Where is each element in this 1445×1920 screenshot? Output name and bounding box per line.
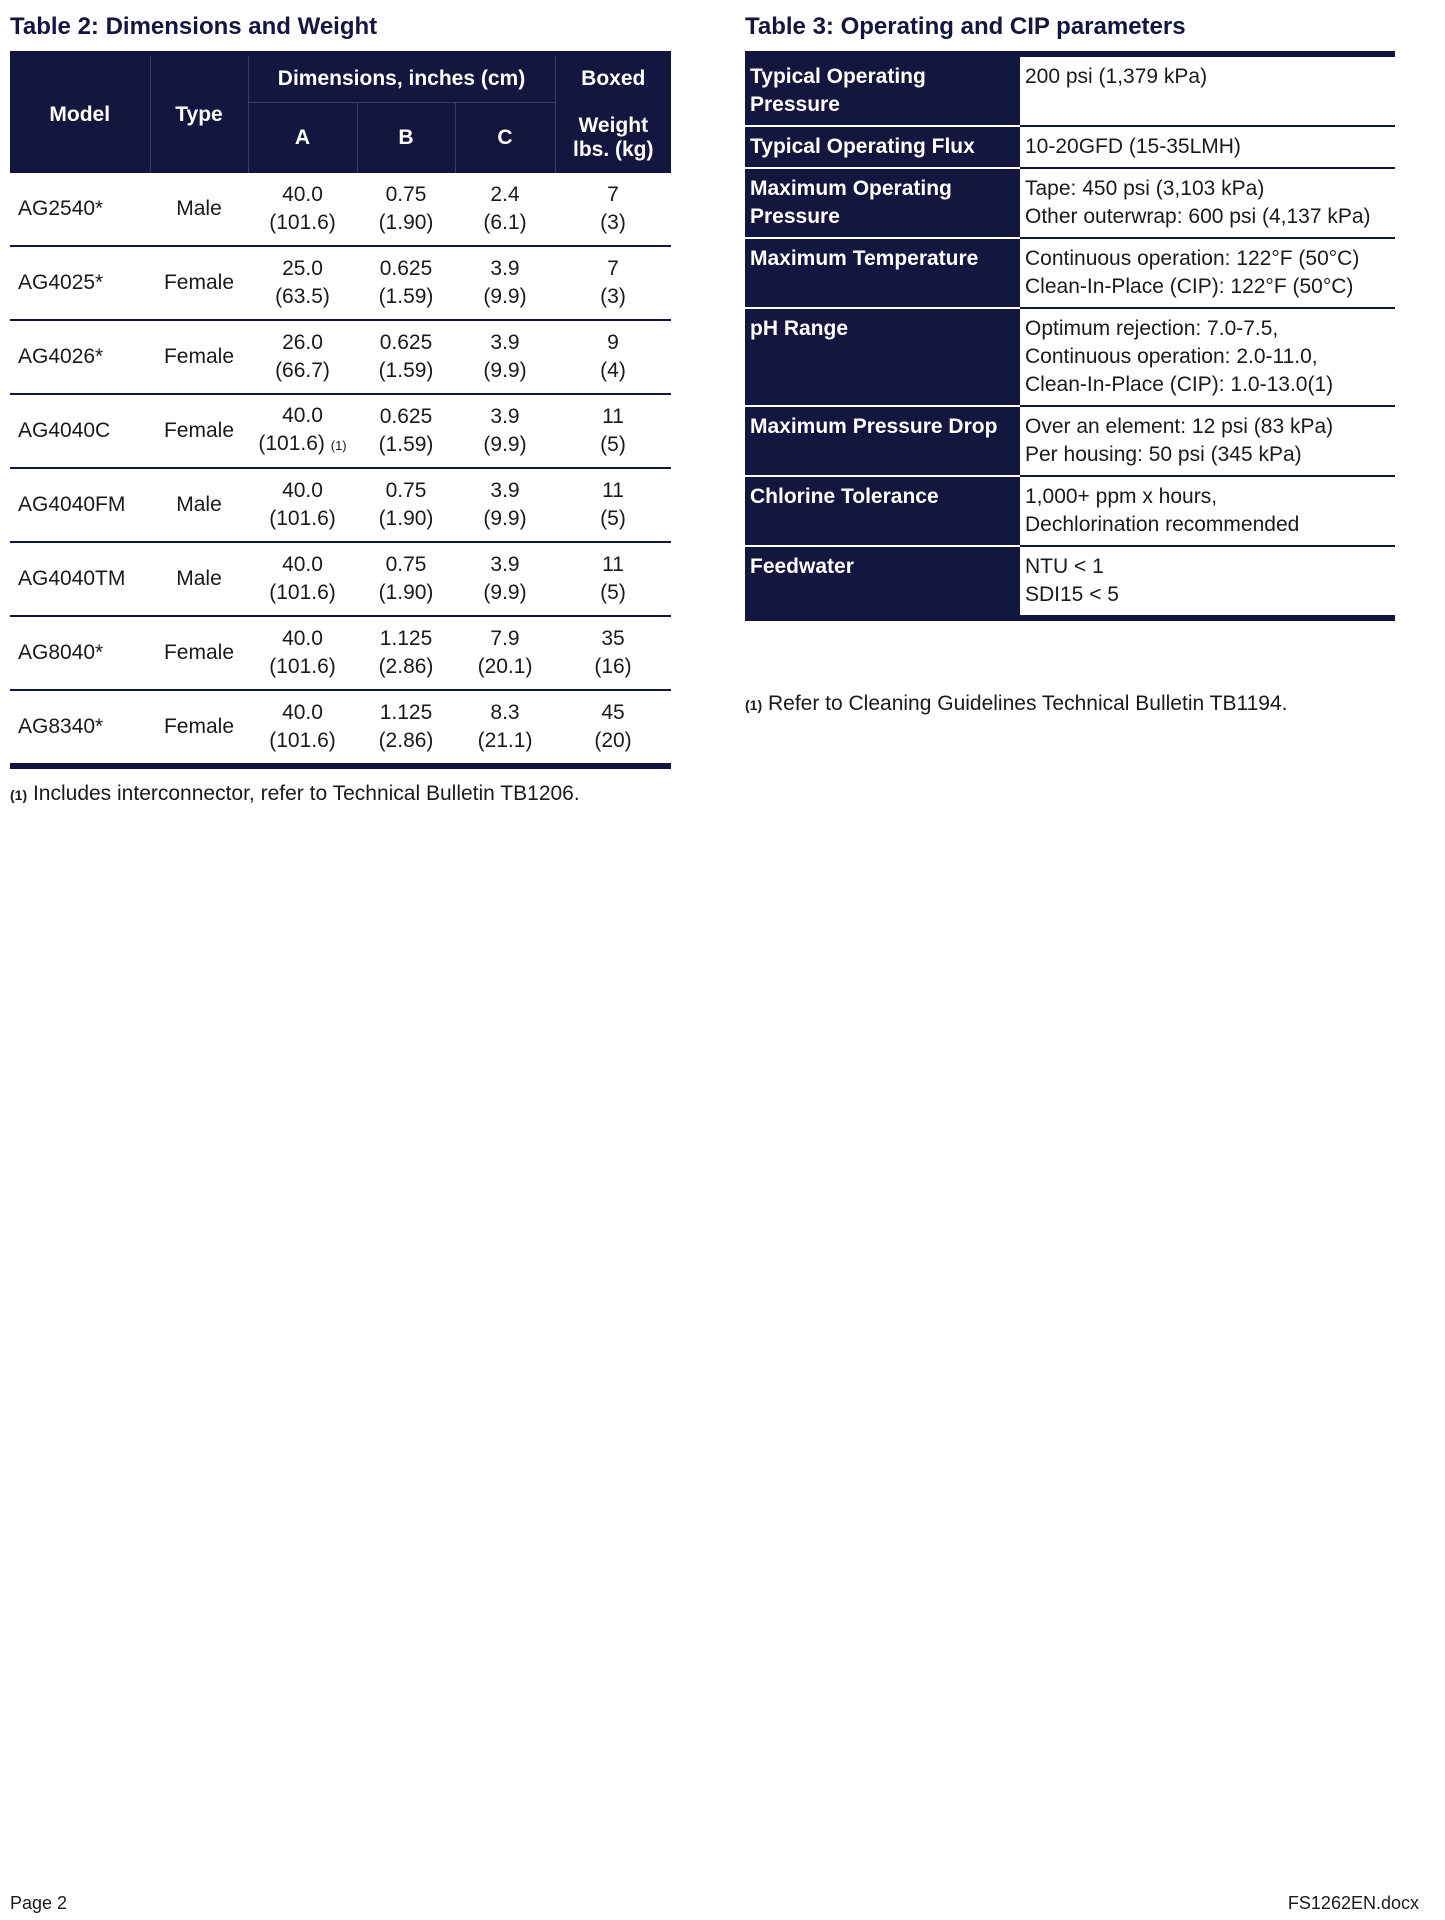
value-cm: (3)	[600, 211, 626, 234]
header-boxed: Boxed	[555, 54, 671, 103]
table3-footnote	[745, 692, 1287, 716]
cell-type: Male	[150, 468, 248, 542]
value-cm: (1.90)	[378, 507, 434, 530]
parameter-value	[1020, 168, 1395, 238]
value-in: 11	[602, 479, 624, 502]
cell-b	[357, 616, 455, 690]
cell-model: AG4040TM	[10, 542, 150, 616]
value-metric	[248, 430, 357, 460]
table-row	[10, 320, 671, 394]
cell-a	[248, 542, 357, 616]
value-metric	[455, 209, 555, 237]
parameter-value-line: Tape: 450 psi (3,103 kPa)	[1025, 177, 1265, 200]
value-in: 40.0	[282, 627, 323, 650]
value-metric	[455, 727, 555, 755]
parameter-value-line: Continuous operation: 122°F (50°C)	[1025, 247, 1360, 270]
value-in: 40.0	[282, 701, 323, 724]
value-metric	[555, 283, 671, 311]
value-cm: (2.86)	[378, 655, 434, 678]
parameter-value	[1020, 54, 1395, 126]
value-metric	[357, 579, 455, 607]
parameter-value-line: Per housing: 50 psi (345 kPa)	[1025, 443, 1302, 466]
value-cm: (101.6)	[269, 581, 336, 604]
value-in: 0.75	[385, 183, 427, 206]
parameter-value-line: Dechlorination recommended	[1025, 513, 1300, 536]
cell-a	[248, 468, 357, 542]
cell-c	[455, 246, 555, 320]
cell-type: Female	[163, 715, 235, 738]
parameter-row	[745, 476, 1395, 546]
header-b: B	[357, 103, 455, 174]
value-in: 3.9	[490, 331, 520, 354]
parameter-row	[745, 546, 1395, 618]
value-cm: (9.9)	[483, 581, 527, 604]
value-metric	[455, 579, 555, 607]
header-dimensions: Dimensions, inches (cm)	[248, 54, 555, 103]
cell-model: AG2540*	[10, 173, 150, 246]
table3-title: Table 3: Operating and CIP parameters	[745, 13, 1186, 40]
parameter-label: Maximum Operating Pressure	[745, 168, 1020, 238]
parameter-row	[745, 308, 1395, 406]
parameter-value	[1020, 406, 1395, 476]
parameter-value	[1020, 308, 1395, 406]
parameter-label: Maximum Temperature	[745, 238, 1020, 308]
parameter-label: pH Range	[745, 308, 1020, 406]
parameter-value-line: Optimum rejection: 7.0-7.5,	[1025, 317, 1279, 340]
value-cm: (1.59)	[378, 359, 434, 382]
cell-a	[248, 690, 357, 766]
value-in: 40.0	[282, 479, 323, 502]
parameter-label: Typical Operating Flux	[745, 126, 1020, 168]
value-in: 0.75	[385, 479, 427, 502]
value-in: 26.0	[282, 331, 323, 354]
value-metric	[555, 727, 671, 755]
table-row	[10, 173, 671, 246]
value-in: 11	[602, 553, 624, 576]
value-in: 9	[607, 331, 619, 354]
value-cm: (1.59)	[378, 285, 434, 308]
value-in: 45	[601, 701, 625, 724]
value-cm: (101.6)	[269, 211, 336, 234]
header-weight	[555, 103, 671, 174]
value-metric	[555, 653, 671, 681]
value-cm: (4)	[600, 359, 626, 382]
value-cm: (5)	[600, 507, 626, 530]
value-cm: (63.5)	[275, 285, 330, 308]
cell-model: AG4040FM	[10, 468, 150, 542]
cell-model: AG4040C	[10, 394, 150, 468]
value-metric	[455, 283, 555, 311]
parameter-value-line: Over an element: 12 psi (83 kPa)	[1025, 415, 1334, 438]
table2-footnote-mark: (1)	[10, 787, 28, 803]
cell-b	[357, 394, 455, 468]
value-in: 35	[601, 627, 625, 650]
value-in: 0.625	[379, 405, 433, 428]
value-in: 25.0	[282, 257, 323, 280]
cell-c	[455, 320, 555, 394]
header-model: Model	[10, 54, 150, 174]
header-weight-line2: lbs. (kg)	[573, 137, 654, 161]
value-in: 11	[602, 405, 624, 428]
table-row	[10, 468, 671, 542]
value-metric	[555, 579, 671, 607]
value-metric	[357, 653, 455, 681]
cell-weight	[555, 690, 671, 766]
dimensions-weight-table	[10, 51, 671, 769]
value-in: 1.125	[379, 701, 433, 724]
parameter-value	[1020, 546, 1395, 618]
value-cm: (9.9)	[483, 433, 527, 456]
value-cm: (9.9)	[483, 507, 527, 530]
cell-type: Female	[150, 394, 248, 468]
cell-c	[455, 690, 555, 766]
parameter-row	[745, 126, 1395, 168]
value-cm: (1.59)	[378, 433, 434, 456]
cell-a	[248, 616, 357, 690]
cell-model: AG4026*	[10, 320, 150, 394]
table3-footnote-mark: (1)	[745, 697, 763, 713]
cell-weight	[555, 320, 671, 394]
cell-weight	[555, 468, 671, 542]
value-metric	[357, 431, 455, 459]
value-in: 3.9	[490, 405, 520, 428]
value-in: 3.9	[490, 479, 520, 502]
value-in: 7	[607, 257, 619, 280]
value-metric	[248, 283, 357, 311]
value-in: 7.9	[490, 627, 520, 650]
value-cm: (2.86)	[378, 729, 434, 752]
value-cm: (21.1)	[477, 729, 533, 752]
parameter-value-line: NTU < 1	[1025, 555, 1104, 578]
value-metric	[248, 357, 357, 385]
value-in: 1.125	[379, 627, 433, 650]
value-metric	[455, 505, 555, 533]
value-cm: (101.6)	[269, 655, 336, 678]
parameter-value-line: Clean-In-Place (CIP): 122°F (50°C)	[1025, 275, 1354, 298]
table-row	[10, 246, 671, 320]
parameter-row	[745, 406, 1395, 476]
parameter-value-line: Continuous operation: 2.0-11.0,	[1025, 345, 1318, 368]
value-cm: (66.7)	[275, 359, 330, 382]
parameter-value-line: Clean-In-Place (CIP): 1.0-13.0(1)	[1025, 373, 1334, 396]
value-in: 2.4	[490, 183, 520, 206]
value-metric	[248, 727, 357, 755]
value-metric	[248, 653, 357, 681]
cell-weight	[555, 616, 671, 690]
value-cm: (5)	[600, 581, 626, 604]
parameter-value	[1020, 476, 1395, 546]
value-cm: (3)	[600, 285, 626, 308]
cell-b	[357, 542, 455, 616]
table-row	[10, 690, 671, 766]
value-metric	[555, 357, 671, 385]
parameter-label: Maximum Pressure Drop	[745, 406, 1020, 476]
value-in: 0.625	[379, 257, 433, 280]
cell-c	[455, 468, 555, 542]
header-c: C	[455, 103, 555, 174]
table-row	[10, 542, 671, 616]
value-in: 0.75	[385, 553, 427, 576]
value-in: 7	[607, 183, 619, 206]
parameter-value-line: SDI15 < 5	[1025, 583, 1119, 606]
value-in: 40.0	[282, 183, 323, 206]
value-cm: (1.90)	[378, 581, 434, 604]
cell-type: Female	[150, 616, 248, 690]
document-name: FS1262EN.docx	[1287, 1893, 1419, 1913]
value-metric	[555, 431, 671, 459]
header-weight-line1: Weight	[578, 113, 649, 137]
table2-footnote-text: Includes interconnector, refer to Technical Bulletin TB1206.	[32, 782, 580, 805]
table3-footnote-text: Refer to Cleaning Guidelines Technical Bulletin TB1194.	[767, 692, 1288, 715]
page-number: Page 2	[10, 1893, 68, 1913]
cell-b	[357, 173, 455, 246]
value-in: 8.3	[490, 701, 520, 724]
value-metric	[555, 505, 671, 533]
parameter-value-line: 1,000+ ppm x hours,	[1025, 485, 1218, 508]
cell-b	[357, 468, 455, 542]
cell-c	[455, 173, 555, 246]
table2-title: Table 2: Dimensions and Weight	[10, 13, 378, 40]
header-a: A	[248, 103, 357, 174]
value-metric	[248, 209, 357, 237]
cell-b	[357, 320, 455, 394]
cell-type: Male	[150, 542, 248, 616]
cell-type: Female	[150, 320, 248, 394]
value-cm: (101.6)	[269, 507, 336, 530]
value-metric	[357, 209, 455, 237]
parameter-row	[745, 168, 1395, 238]
cell-c	[455, 616, 555, 690]
parameter-label: Chlorine Tolerance	[745, 476, 1020, 546]
cell-a	[248, 173, 357, 246]
cell-c	[455, 542, 555, 616]
value-cm: (16)	[594, 655, 632, 678]
value-metric	[357, 727, 455, 755]
operating-cip-table	[745, 51, 1395, 621]
parameter-row	[745, 54, 1395, 126]
value-cm: (20.1)	[477, 655, 533, 678]
value-cm: (9.9)	[483, 285, 527, 308]
parameter-row	[745, 238, 1395, 308]
cell-c	[455, 394, 555, 468]
table-row	[10, 616, 671, 690]
cell-weight	[555, 542, 671, 616]
value-cm: (101.6)	[269, 729, 336, 752]
parameter-value-line: 10-20GFD (15-35LMH)	[1025, 135, 1241, 158]
cell-a	[248, 320, 357, 394]
cell-a	[248, 394, 357, 468]
parameter-value-line: Other outerwrap: 600 psi (4,137 kPa)	[1025, 205, 1371, 228]
value-metric	[357, 505, 455, 533]
parameter-value	[1020, 238, 1395, 308]
parameter-label: Typical Operating Pressure	[745, 54, 1020, 126]
footnote-ref: (1)	[330, 438, 347, 453]
parameter-value	[1020, 126, 1395, 168]
header-type: Type	[150, 54, 248, 174]
cell-model: AG8340*	[18, 715, 104, 738]
cell-b	[357, 690, 455, 766]
cell-type: Male	[150, 173, 248, 246]
table-row	[10, 394, 671, 468]
value-cm: (6.1)	[483, 211, 527, 234]
value-in: 40.0	[282, 553, 323, 576]
value-metric	[455, 357, 555, 385]
value-metric	[455, 431, 555, 459]
value-metric	[357, 357, 455, 385]
value-in: 40.0	[282, 404, 323, 427]
cell-model: AG4025*	[10, 246, 150, 320]
cell-b	[357, 246, 455, 320]
cell-a	[248, 246, 357, 320]
value-metric	[248, 505, 357, 533]
cell-model: AG8040*	[10, 616, 150, 690]
cell-weight	[555, 246, 671, 320]
parameter-label: Feedwater	[745, 546, 1020, 618]
value-in: 0.625	[379, 331, 433, 354]
value-in: 3.9	[490, 257, 520, 280]
cell-weight	[555, 173, 671, 246]
value-metric	[357, 283, 455, 311]
value-metric	[555, 209, 671, 237]
cell-weight	[555, 394, 671, 468]
value-metric	[455, 653, 555, 681]
cell-type: Female	[150, 246, 248, 320]
value-cm: (101.6)	[258, 432, 325, 455]
parameter-value-line: 200 psi (1,379 kPa)	[1025, 65, 1208, 88]
table2-footnote	[10, 782, 580, 806]
value-cm: (9.9)	[483, 359, 527, 382]
value-cm: (1.90)	[378, 211, 434, 234]
value-metric	[248, 579, 357, 607]
value-cm: (5)	[600, 433, 626, 456]
value-cm: (20)	[594, 729, 632, 752]
value-in: 3.9	[490, 553, 520, 576]
